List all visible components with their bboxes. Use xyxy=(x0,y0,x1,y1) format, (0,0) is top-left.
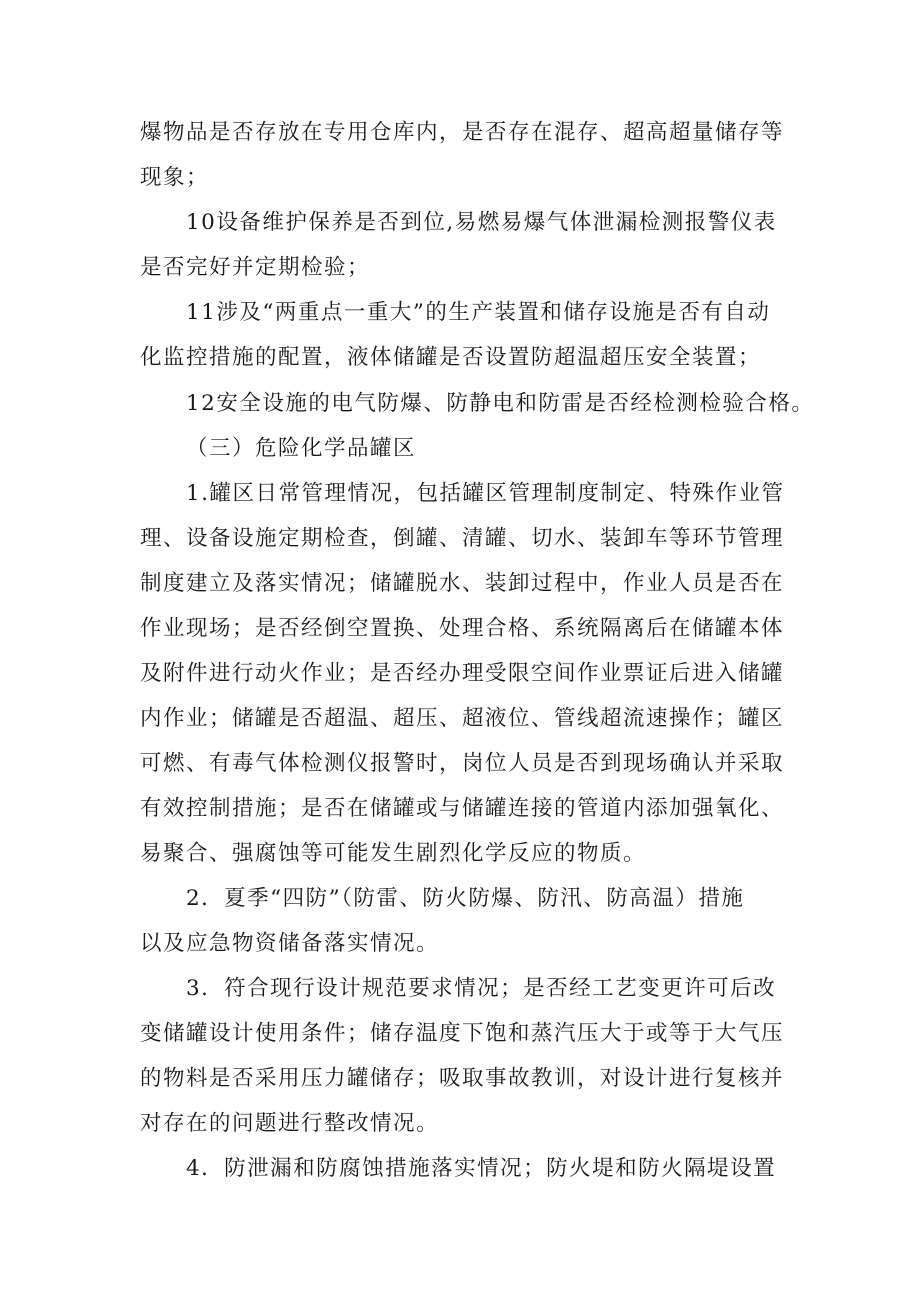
text-line: 对存在的问题进行整改情况。 xyxy=(140,1111,440,1136)
text-line: 以及应急物资储备落实情况。 xyxy=(140,931,440,956)
text-line: 变储罐设计使用条件；储存温度下饱和蒸汽压大于或等于大气压 xyxy=(140,1021,785,1046)
text-line: 12安全设施的电气防爆、防静电和防雷是否经检测检验合格。 xyxy=(186,391,815,416)
text-line: 2．夏季“四防”（防雷、防火防爆、防汛、防高温）措施 xyxy=(186,886,745,911)
text-line: 的物料是否采用压力罐储存；吸取事故教训，对设计进行复核并 xyxy=(140,1066,785,1091)
text-line: 化监控措施的配置，液体储罐是否设置防超温超压安全装置； xyxy=(140,345,762,370)
text-line: 爆物品是否存放在专用仓库内，是否存在混存、超高超量储存等 xyxy=(140,120,785,145)
text-line: 10设备维护保养是否到位,易燃易爆气体泄漏检测报警仪表 xyxy=(186,210,777,235)
text-line: 理、设备设施定期检查，倒罐、清罐、切水、装卸车等环节管理 xyxy=(140,526,785,551)
text-line: 制度建立及落实情况；储罐脱水、装卸过程中，作业人员是否在 xyxy=(140,571,785,596)
text-line: 3．符合现行设计规范要求情况；是否经工艺变更许可后改 xyxy=(186,976,777,1001)
text-line: 11涉及“两重点一重大”的生产装置和储存设施是否有自动 xyxy=(186,300,771,325)
text-line: 是否完好并定期检验； xyxy=(140,255,371,280)
text-line: 现象； xyxy=(140,165,210,190)
text-line: 作业现场；是否经倒空置换、处理合格、系统隔离后在储罐本体 xyxy=(140,616,785,641)
section-heading: （三）危险化学品罐区 xyxy=(186,436,417,461)
text-line: 有效控制措施；是否在储罐或与储罐连接的管道内添加强氧化、 xyxy=(140,796,785,821)
text-line: 4．防泄漏和防腐蚀措施落实情况；防火堤和防火隔堤设置 xyxy=(186,1156,777,1181)
text-line: 及附件进行动火作业；是否经办理受限空间作业票证后进入储罐 xyxy=(140,661,785,686)
text-line: 内作业；储罐是否超温、超压、超液位、管线超流速操作；罐区 xyxy=(140,706,785,731)
text-line: 易聚合、强腐蚀等可能发生剧烈化学反应的物质。 xyxy=(140,841,647,866)
text-line: 1.罐区日常管理情况，包括罐区管理制度制定、特殊作业管 xyxy=(186,481,785,506)
text-line: 可燃、有毒气体检测仪报警时，岗位人员是否到现场确认并采取 xyxy=(140,751,785,776)
